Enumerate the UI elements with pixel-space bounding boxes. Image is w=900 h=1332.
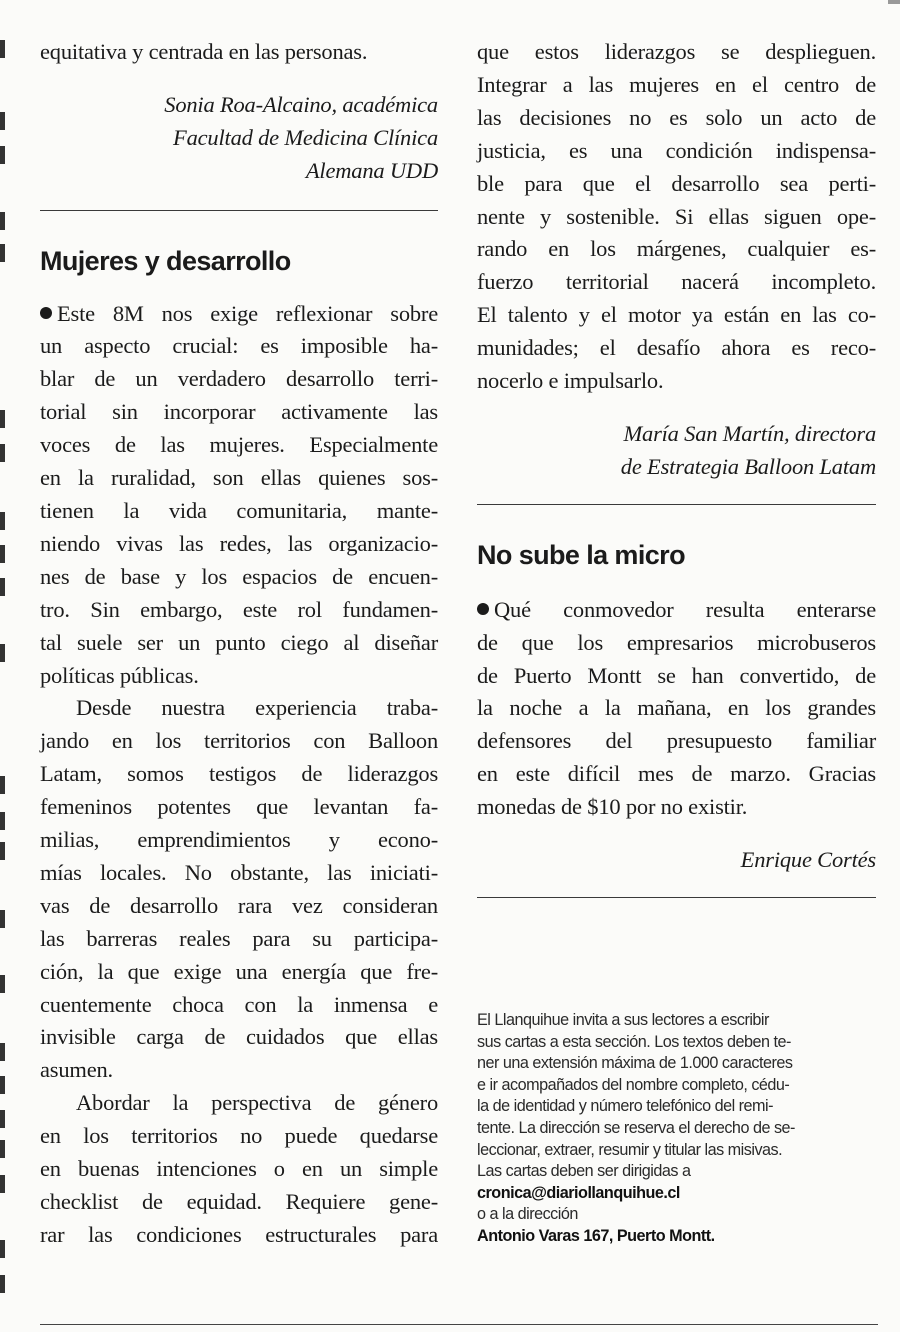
signature-line: Sonia Roa-Alcaino, académica: [164, 91, 438, 117]
text-line: equitativa y centrada en las personas.: [40, 39, 368, 64]
signature-roa-alcaino: [40, 89, 438, 188]
text-line: justicia, es una condición indispensa-: [477, 137, 876, 163]
text-line: milias, emprendimientos y econo-: [40, 827, 438, 853]
text-line: vas de desarrollo rara vez consideran: [40, 892, 438, 918]
article-body-mujeres: [40, 298, 438, 1252]
article-body-micro: [477, 594, 876, 824]
text-line: defensores del presupuesto familiar: [477, 728, 876, 754]
text-line: de Puerto Montt se han convertido, de: [477, 662, 876, 688]
notice-line: e ir acompañados del nombre completo, cédu-: [477, 1075, 790, 1094]
left-margin-marks: [0, 0, 10, 1332]
notice-line: o a la dirección: [477, 1205, 578, 1224]
signature-san-martin: [477, 418, 876, 484]
text-line: cuentemente choca con la inmensa e: [40, 991, 438, 1017]
text-line: Latam, somos testigos de liderazgos: [40, 761, 438, 787]
text-line: nes de base y los espacios de encuen-: [40, 563, 438, 589]
notice-line: tente. La dirección se reserva el derecho de se-: [477, 1118, 795, 1137]
text-line: en este difícil mes de marzo. Gracias: [477, 761, 876, 787]
left-column: [40, 0, 438, 1252]
signature-line: de Estrategia Balloon Latam: [620, 453, 876, 479]
text-line: ble para que el desarrollo sea perti-: [477, 170, 876, 196]
text-line: blar de un verdadero desarrollo terri-: [40, 366, 438, 392]
notice-line: la de identidad y número telefónico del remi-: [477, 1097, 774, 1116]
text-line: invisible carga de cuidados que ellas: [40, 1024, 438, 1050]
notice-line: sus cartas a esta sección. Los textos deben te-: [477, 1032, 791, 1051]
text-line: ción, la que exige una energía que fre-: [40, 958, 438, 984]
text-line: nente y sostenible. Si ellas siguen ope-: [477, 203, 876, 229]
text-line: en la ruralidad, son ellas quienes sos-: [40, 465, 438, 491]
bullet-icon: [477, 603, 489, 615]
section-divider: [477, 897, 876, 898]
text-line: Abordar la perspectiva de género: [76, 1090, 438, 1116]
text-line: rando en los márgenes, cualquier es-: [477, 236, 876, 262]
corner-mark: [888, 0, 900, 4]
text-line: un aspecto crucial: es imposible ha-: [40, 333, 438, 359]
notice-line: Las cartas deben ser dirigidas a: [477, 1162, 691, 1181]
text-line: en buenas intenciones o en un simple: [40, 1156, 438, 1182]
contact-email: cronica@diariollanquihue.cl: [477, 1183, 680, 1202]
signature-line: Alemana UDD: [305, 157, 438, 183]
text-line: en los territorios no puede quedarse: [40, 1123, 438, 1149]
text-line: tro. Sin embargo, este rol fundamen-: [40, 596, 438, 622]
text-line: asumen.: [40, 1057, 113, 1083]
signature-cortes: Enrique Cortés: [740, 847, 876, 873]
text-line: tal suele ser un punto ciego al diseñar: [40, 629, 438, 655]
text-line: checklist de equidad. Requiere gene-: [40, 1189, 438, 1214]
section-divider: [40, 210, 438, 211]
bottom-divider: [40, 1324, 878, 1325]
text-line: las barreras reales para su participa-: [40, 925, 438, 951]
section-divider: [477, 504, 876, 505]
notice-line: ner una extensión máxima de 1.000 caracteres: [477, 1054, 793, 1073]
text-line: niendo vivas las redes, las organizacio-: [40, 530, 438, 556]
text-line: mías locales. No obstante, las iniciati-: [40, 859, 438, 885]
signature-line: Facultad de Medicina Clínica: [173, 124, 438, 150]
text-line: la noche a la mañana, en los grandes: [477, 695, 876, 721]
letters-notice: [477, 1010, 877, 1248]
text-line: El talento y el motor ya están en las co-: [477, 302, 876, 328]
signature-line: María San Martín, directora: [623, 420, 876, 446]
text-line: torial sin incorporar activamente las: [40, 399, 438, 425]
notice-line: leccionar, extraer, resumir y titular las misivas.: [477, 1140, 783, 1159]
text-line: rar las condiciones estructurales para: [40, 1221, 438, 1247]
text-line: jando en los territorios con Balloon: [40, 728, 438, 754]
notice-line: El Llanquihue invita a sus lectores a escribir: [477, 1011, 769, 1029]
contact-address: Antonio Varas 167, Puerto Montt.: [477, 1226, 715, 1245]
text-line: femeninos potentes que levantan fa-: [40, 794, 438, 820]
text-line: Integrar a las mujeres en el centro de: [477, 71, 876, 97]
text-line: fuerzo territorial nacerá incompleto.: [477, 269, 876, 295]
text-line: tienen la vida comunitaria, mante-: [40, 497, 438, 523]
text-line: Qué conmovedor resulta enterarse: [477, 594, 876, 627]
text-line: políticas públicas.: [40, 662, 199, 688]
bullet-icon: [40, 307, 52, 319]
headline-mujeres-y-desarrollo: Mujeres y desarrollo: [40, 245, 291, 276]
text-line: de que los empresarios microbuseros: [477, 629, 876, 655]
text-line: munidades; el desafío ahora es reco-: [477, 335, 876, 361]
article-body-mujeres-cont: [477, 36, 876, 398]
text-line: voces de las mujeres. Especialmente: [40, 432, 438, 458]
text-line: Desde nuestra experiencia traba-: [76, 695, 438, 721]
right-column: [477, 0, 876, 898]
text-line: monedas de $10 por no existir.: [477, 794, 748, 820]
text-line: las decisiones no es solo un acto de: [477, 104, 876, 130]
text-line: Este 8M nos exige reflexionar sobre: [40, 298, 438, 331]
text-line: nocerlo e impulsarlo.: [477, 368, 664, 394]
text-line: que estos liderazgos se desplieguen.: [477, 39, 876, 64]
headline-no-sube-la-micro: No sube la micro: [477, 539, 685, 570]
